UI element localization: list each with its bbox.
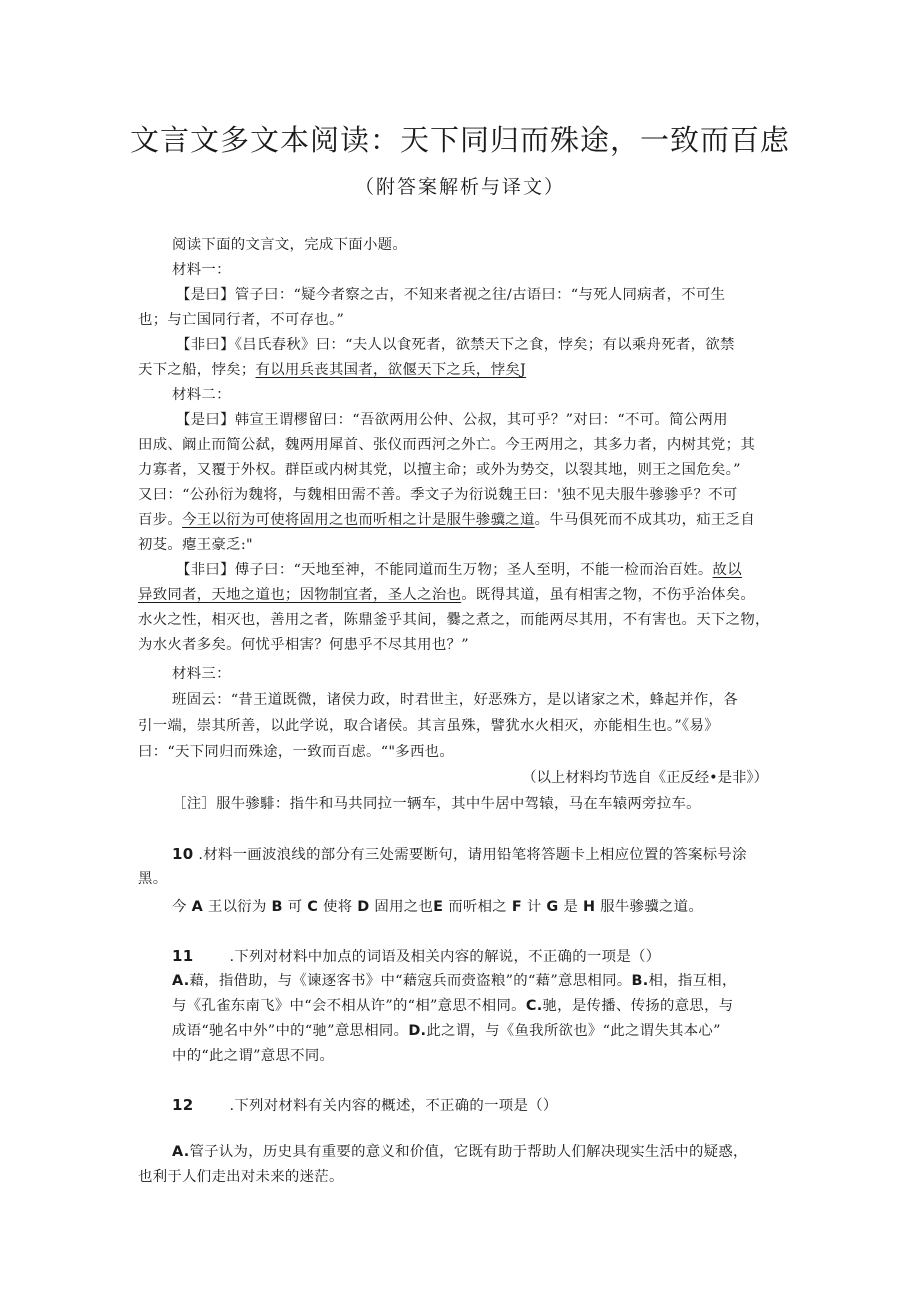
question-10-options	[172, 895, 703, 920]
material2-line4: 又曰：“公孙衍为魏将，与魏相田需不善。季文子为衍说魏王曰：'独不见夫服牛骖骖乎？不可	[138, 487, 738, 503]
question-10-line2: 黑。	[138, 871, 168, 887]
q10-option-H[interactable]: H	[583, 899, 596, 915]
question-11-line2	[172, 969, 737, 994]
q10-option-G[interactable]: G	[546, 899, 559, 915]
page-title: 文言文多文本阅读：天下同归而殊途，一致而百虑	[129, 123, 790, 157]
q11-option-B[interactable]: B.	[631, 973, 649, 989]
q11-option-D[interactable]: D.	[408, 1023, 427, 1039]
material2-line2: 田成、阚止而简公弑，魏两用犀首、张仪而西河之外亡。今王两用之，其多力者，内树其党；其	[138, 437, 756, 453]
material2-line5	[138, 508, 755, 533]
question-11-line3	[172, 994, 733, 1019]
material1-p1-line2: 也；与亡国同行者，不可存也。”	[138, 312, 345, 328]
question-11-stem: .下列对材料中加点的词语及相关内容的解说，不正确的一项是（）	[229, 949, 661, 965]
material3-line2: 引一端，崇其所善，以此学说，取合诸侯。其言虽殊，譬犹水火相灭，亦能相生也。”《易》	[138, 718, 719, 734]
q11-option-B-text: 相，指互相，	[648, 973, 737, 989]
material2-fei-line2	[138, 583, 755, 608]
material2-line1: 【是曰】韩宣王谓樛留曰：“吾欲两用公仲、公叔，其可乎？”对曰：“不可。简公两用	[176, 412, 728, 428]
material2-fei-underline-1: 故以	[712, 562, 742, 578]
q12-option-A-text: 管子认为，历史具有重要的意义和价值，它既有助于帮助人们解决现实生活中的疑惑，	[189, 1144, 748, 1160]
q10-option-B[interactable]: B	[271, 899, 283, 915]
q11-option-C[interactable]: C.	[525, 998, 543, 1014]
q10-option-C[interactable]: C	[307, 899, 319, 915]
question-11-line4	[172, 1019, 721, 1044]
q11-option-A[interactable]: A.	[172, 973, 190, 989]
question-10-line1	[172, 842, 747, 868]
material2-fei-line4: 为水火者多矣。何忧乎相害？何患乎不尽其用也？”	[138, 637, 469, 653]
question-10-number: 10	[172, 845, 194, 863]
material2-line5-a: 百步。	[138, 512, 183, 528]
material2-fei-line1	[176, 558, 742, 583]
question-12-number: 12	[172, 1096, 194, 1114]
material1-label: 材料一：	[172, 262, 231, 278]
q10-text: 计	[526, 899, 542, 915]
q10-text: 使将	[323, 899, 353, 915]
wavy-line-sentence: 今王以衍为可使将固用之也而听相之计是服牛骖骥之道	[182, 512, 535, 528]
material2-fei-line2-b: 。既得其道，虽有相害之物，不伤乎治体矣。	[461, 587, 756, 603]
instructions: 阅读下面的文言文，完成下面小题。	[172, 237, 408, 253]
question-12-option-A-line2: 也利于人们走出对未来的迷茫。	[138, 1169, 344, 1185]
material1-p2-line2	[138, 358, 526, 383]
question-10-stem: .材料一画波浪线的部分有三处需要断句，请用铅笔将答题卡上相应位置的答案标号涂	[198, 847, 747, 863]
material1-p1-line1: 【是曰】管子曰：“疑今者察之古，不知来者视之往/古语曰：“与死人同病者，不可生	[176, 287, 726, 303]
q10-text: 是	[563, 899, 579, 915]
question-12-stem: .下列对材料有关内容的概述，不正确的一项是（）	[229, 1098, 558, 1114]
material1-p2-line2-text: 天下之船，悖矣；	[138, 362, 256, 378]
q12-option-A[interactable]: A.	[172, 1144, 190, 1160]
material2-label: 材料二：	[172, 387, 231, 403]
material1-p2-line1: 【非曰】《吕氏春秋》曰：“夫人以食死者，欲禁天下之食，悖矣；有以乘舟死者，欲禁	[176, 337, 735, 353]
question-12-line1	[172, 1093, 558, 1119]
q11-option-C-text: 驰，是传播、传扬的意思，与	[542, 998, 734, 1014]
question-11-number: 11	[172, 947, 194, 965]
material2-line5-c: 。牛马俱死而不成其功，疝王乏自	[534, 512, 756, 528]
q10-text: 而听相之	[448, 899, 507, 915]
q10-option-E[interactable]: E	[433, 899, 444, 915]
material2-fei-underline-2: 异致同者，天地之道也；因物制宜者，圣人之治也	[138, 587, 462, 603]
q10-option-A[interactable]: A	[191, 899, 204, 915]
q11-option-D-text: 此之谓，与《鱼我所欲也》“此之谓失其本心”	[426, 1023, 721, 1039]
q11-option-C-text-cont: 成语“驰名中外”中的“驰”意思相同。	[172, 1023, 409, 1039]
material1-underlined-sentence: 有以用兵丧其国者，欲偃天下之兵，悖矣J	[255, 362, 527, 378]
q10-option-F[interactable]: F	[511, 899, 522, 915]
q10-option-D[interactable]: D	[357, 899, 370, 915]
material2-line6: 初芟。瘪王豪乏:"	[138, 537, 253, 553]
material2-fei-line1-a: 【非曰】傅子曰：“天地至神，不能同道而生万物；圣人至明，不能一检而治百姓。	[176, 562, 713, 578]
material2-fei-line3: 水火之性，相灭也，善用之者，陈鼎釜乎其间，爨之煮之，而能两尽其用，不有害也。天下之物，	[138, 612, 770, 628]
material-source: （以上材料均节选自《正反经•是非》）	[522, 770, 768, 786]
question-11-line5: 中的“此之谓”意思不同。	[172, 1048, 335, 1064]
q10-text: 王以衍为	[207, 899, 267, 915]
q11-option-A-text: 藉，指借助，与《谏逐客书》中“藉寇兵而赍盗粮”的“藉”意思相同。	[189, 973, 632, 989]
material3-label: 材料三：	[172, 666, 231, 682]
q11-option-B-text-cont: 与《孔雀东南飞》中“会不相从许”的“相”意思不相同。	[172, 998, 526, 1014]
question-12-option-A-line1	[172, 1140, 748, 1165]
material3-line3: 曰：“天下同归而殊途，一致而百虑。“"多西也。	[138, 744, 455, 760]
q10-text: 可	[287, 899, 303, 915]
q10-text: 固用之也	[374, 899, 434, 915]
material2-line3: 力寡者，又覆于外权。群臣或内树其党，以擅主命；或外为势交，以裂其地，则王之国危矣。”	[138, 462, 741, 478]
q10-text: 今	[172, 899, 187, 915]
question-11-line1	[172, 944, 660, 970]
q10-text: 服牛骖骥之道。	[600, 899, 704, 915]
material3-line1: 班固云：“昔王道既微，诸侯力政，时君世主，好恶殊方，是以诸家之术，蜂起并作，各	[172, 692, 738, 708]
page-subtitle: （附答案解析与译文）	[354, 176, 565, 198]
annotation-note: ［注］服牛骖騑：指牛和马共同拉一辆车，其中牛居中驾辕，马在车辕两旁拉车。	[172, 796, 701, 812]
